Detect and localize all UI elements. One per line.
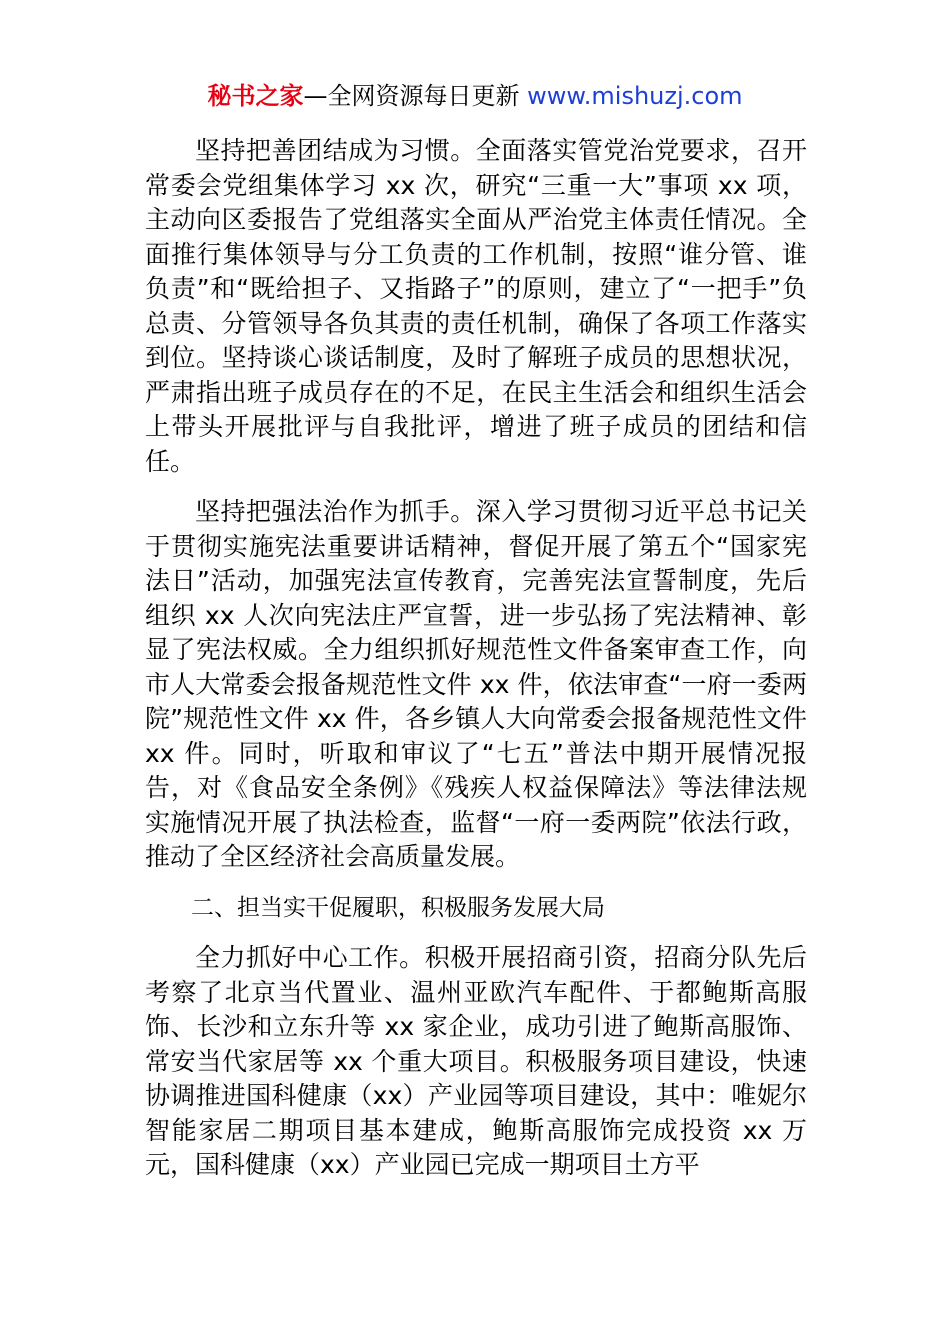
paragraph-central-work: 全力抓好中心工作。积极开展招商引资，招商分队先后考察了北京当代置业、温州亚欧汽车配件、于都鲍斯高服饰、长沙和立东升等 xx 家企业，成功引进了鲍斯高服饰、常安当代家居等 xx 个重大项目。积极服务项目建设，快速协调推进国科健康（xx）产业园等项目建设，其中：唯妮尔智能家居二期项目基本建成，鲍斯高服饰完成投资 xx 万元，国科健康（xx）产业园已完成一期项目土方平 xyxy=(145,943,807,1179)
page-header xyxy=(0,78,950,114)
site-link[interactable]: www.mishuzj.com xyxy=(527,82,743,110)
paragraph-unity: 坚持把善团结成为习惯。全面落实管党治党要求，召开常委会党组集体学习 xx 次，研究“三重一大”事项 xx 项，主动向区委报告了党组落实全面从严治党主体责任情况。全面推行集体领导与分工负责的工作机制，按照“谁分管、谁负责”和“既给担子、又指路子”的原则，建立了“一把手”负总责、分管领导各负其责的责任机制，确保了各项工作落实到位。坚持谈心谈话制度，及时了解班子成员的思想状况，严肃指出班子成员存在的不足，在民主生活会和组织生活会上带头开展批评与自我批评，增进了班子成员的团结和信任。 xyxy=(145,136,807,476)
section-heading: 二、担当实干促履职，积极服务发展大局 xyxy=(191,894,605,921)
document-body xyxy=(145,134,807,1199)
brand-name: 秘书之家 xyxy=(207,82,304,110)
paragraph-rule-of-law: 坚持把强法治作为抓手。深入学习贯彻习近平总书记关于贯彻实施宪法重要讲话精神，督促开展了第五个“国家宪法日”活动，加强宪法宣传教育，完善宪法宣誓制度，先后组织 xx 人次向宪法庄严宣誓，进一步弘扬了宪法精神、彰显了宪法权威。全力组织抓好规范性文件备案审查工作，向市人大常委会报备规范性文件 xx 件，依法审查“一府一委两院”规范性文件 xx 件，各乡镇人大向常委会报备规范性文件 xx 件。同时，听取和审议了“七五”普法中期开展情况报告，对《食品安全条例》《残疾人权益保障法》等法律法规实施情况开展了执法检查，监督“一府一委两院”依法行政，推动了全区经济社会高质量发展。 xyxy=(145,497,807,871)
header-slogan: —全网资源每日更新 xyxy=(303,82,520,110)
